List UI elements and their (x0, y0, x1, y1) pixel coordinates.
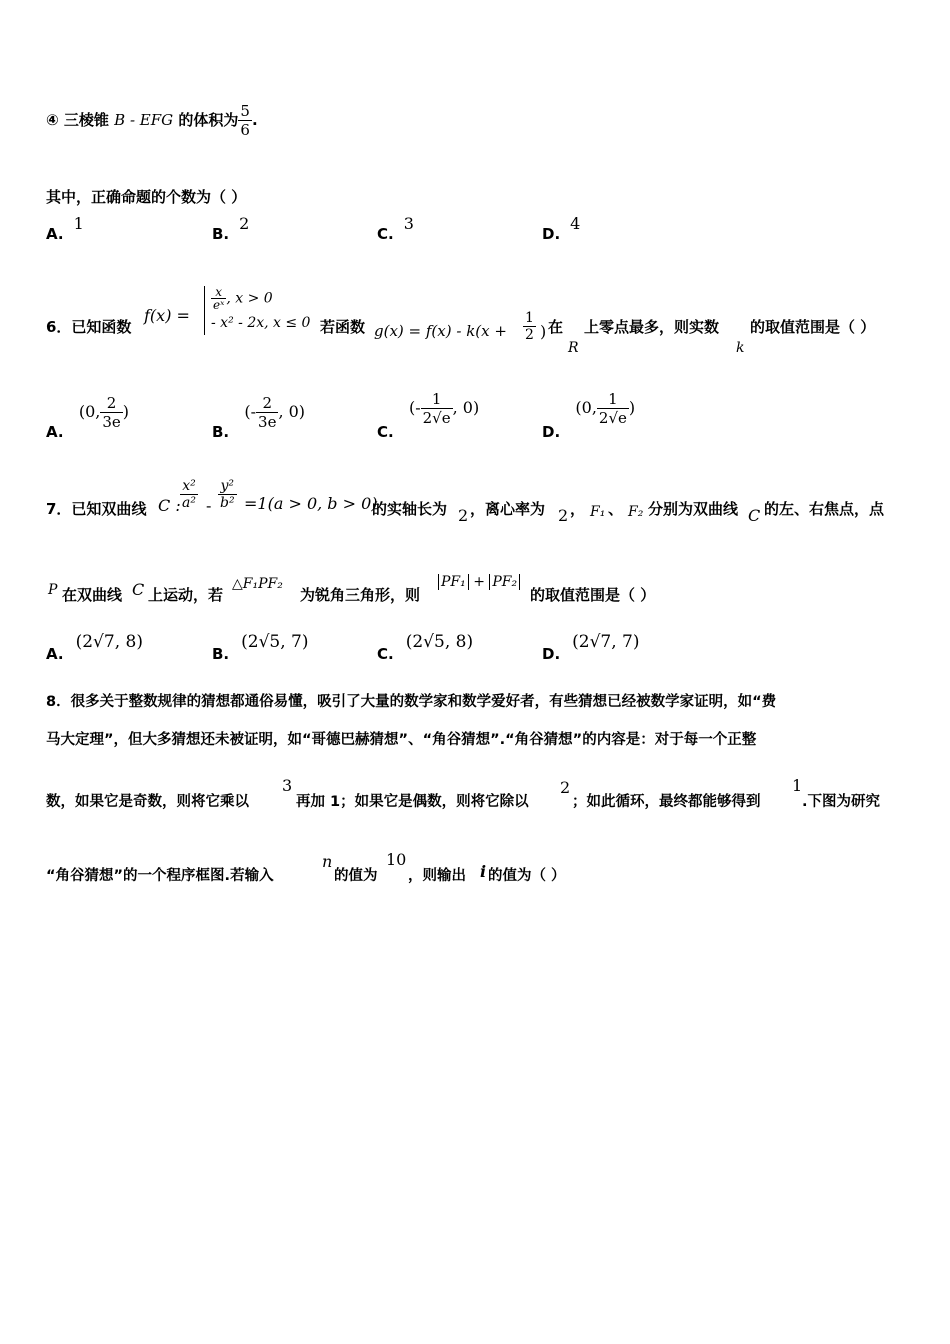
q6-gx: g(x) = f(x) - k(x + (374, 322, 507, 340)
q6-R: R (568, 340, 579, 356)
q7-t10: 的取值范围是（ ） (530, 586, 656, 604)
q6-number: 6．已知函数 (46, 318, 132, 336)
q8-l4c: ，则输出 (408, 868, 466, 884)
q8-line1: 8．很多关于整数规律的猜想都通俗易懂，吸引了大量的数学家和数学爱好者，有些猜想已经被数学家证明，如“费 (46, 694, 777, 710)
q7-option-a: A.(2√7, 8) (46, 632, 143, 663)
q8-l3b: 再加 1；如果它是偶数，则将它除以 (296, 794, 529, 810)
q7-stem-line2 (46, 572, 910, 606)
q6-half: $\frac{1}{2}$ (525, 310, 534, 343)
q6-option-a: A. (0, $\frac{2}{3e}$ ) (46, 394, 130, 441)
q7-v1: 2 (458, 506, 469, 525)
q5-item4-fraction: $\frac{5}{6}$ (240, 102, 250, 139)
q7-option-c: C.(2√5, 8) (377, 632, 474, 663)
q5-option-c: C.3 (377, 214, 414, 243)
q7-C3: C (132, 580, 145, 599)
q7-F1: F₁ (590, 504, 606, 520)
q7-t2: ，离心率为 (470, 500, 546, 518)
q8-n: n (322, 852, 333, 871)
q7-t4: 、 (608, 500, 624, 518)
q5-option-d: D.4 (542, 214, 581, 243)
q5-item4 (46, 102, 910, 139)
q5-question: 其中，正确命题的个数为（ ） (46, 188, 247, 206)
q8-line4 (46, 850, 910, 884)
q6-option-b: B. (- $\frac{2}{3e}$ , 0) (212, 394, 306, 441)
q8-l3d: .下图为研究 (802, 794, 881, 810)
q8-l4b: 的值为 (334, 868, 378, 884)
q8-l4a: “角谷猜想”的一个程序框图.若输入 (46, 868, 274, 884)
q5-item4-expr: B - EFG (114, 111, 174, 129)
q5-item4-end: . (251, 111, 258, 129)
q5-option-a: A.1 (46, 214, 84, 243)
q8-line3 (46, 776, 910, 810)
q8-v1: 1 (792, 776, 803, 795)
q8-v3: 3 (282, 776, 293, 795)
q8-l4d: 的值为（ ） (488, 868, 566, 884)
q6-k: k (736, 340, 745, 356)
q5-item4-mid: 的体积为 (178, 111, 239, 129)
q8-line2: 马大定理”，但大多猜想还未被证明，如“哥德巴赫猜想”、“角谷猜想”.“角谷猜想”的内容是：对于每一个正整 (46, 732, 757, 748)
q7-y2-b2: $\frac{\text{y²}}{\text{b²}}$ (220, 478, 235, 511)
q7-C: C : (158, 496, 181, 515)
q7-stem-line1 (46, 478, 910, 526)
q6-fx: f(x) = (144, 306, 190, 325)
q7-minus: - (206, 496, 212, 515)
q7-v2: 2 (558, 506, 569, 525)
q6-mid2: 在 (548, 318, 564, 336)
q5-item4-text: ④ 三棱锥 (46, 111, 109, 129)
q7-condition: =1(a > 0, b > 0) (244, 494, 378, 513)
q7-triangle: △F₁PF₂ (232, 576, 283, 592)
q7-t3: ， (570, 500, 586, 518)
q6-mid1: 若函数 (320, 318, 366, 336)
q7-t6: 的左、右焦点，点 (764, 500, 885, 518)
q8-l3c: ；如此循环，最终都能够得到 (572, 794, 761, 810)
q7-P: P (48, 582, 58, 598)
q6-option-d: D. (0, $\frac{1}{2√e}$ ) (542, 390, 636, 441)
q7-x2-a2: $\frac{\text{x²}}{\text{a²}}$ (182, 478, 196, 511)
q6-option-c: C. (- $\frac{1}{2√e}$ , 0) (377, 390, 480, 441)
q6-mid3: 上零点最多，则实数 (584, 318, 720, 336)
q7-pf-sum: PF₁ + PF₂ (438, 574, 520, 590)
q6-gx-close: ) (540, 322, 547, 341)
q7-C2: C (748, 506, 761, 525)
q6-piecewise: $\frac{x}{\text{eˣ}}$ , x > 0 - x² - 2x, x ≤ 0 (204, 286, 310, 335)
q6-stem (46, 286, 910, 356)
q5-option-b: B.2 (212, 214, 250, 243)
q7-number: 7．已知双曲线 (46, 500, 147, 518)
q6-end: 的取值范围是（ ） (750, 318, 876, 336)
q8-v10: 10 (386, 850, 407, 869)
q8-i: i (480, 862, 487, 881)
q7-t7: 在双曲线 (62, 586, 123, 604)
q7-t1: 的实轴长为 (372, 500, 448, 518)
q7-t9: 为锐角三角形，则 (300, 586, 421, 604)
q8-l3a: 数，如果它是奇数，则将它乘以 (46, 794, 249, 810)
q7-option-d: D.(2√7, 7) (542, 632, 640, 663)
q7-F2: F₂ (628, 504, 644, 520)
q7-option-b: B.(2√5, 7) (212, 632, 309, 663)
q8-v2: 2 (560, 778, 571, 797)
q7-t8: 上运动，若 (148, 586, 224, 604)
q7-t5: 分别为双曲线 (648, 500, 739, 518)
